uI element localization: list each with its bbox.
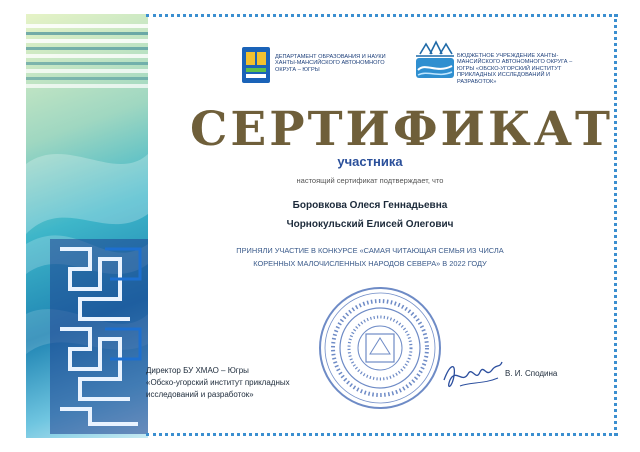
stripe-decoration: [26, 22, 148, 92]
signer-name: В. И. Сподина: [505, 369, 558, 378]
department-logo-text: ДЕПАРТАМЕНТ ОБРАЗОВАНИЯ И НАУКИ ХАНТЫ-МАНСИЙСКОГО АВТОНОМНОГО ОКРУГА – ЮГРЫ: [275, 54, 386, 73]
certificate-title: СЕРТИФИКАТ: [190, 102, 613, 157]
certificate-subtitle: участника: [337, 154, 403, 169]
director-title: [146, 365, 321, 401]
contest-description: КОРЕННЫХ МАЛОЧИСЛЕННЫХ НАРОДОВ СЕВЕРА» В 2022 ГОДУ: [253, 259, 487, 268]
official-stamp: [316, 284, 444, 412]
contest-description: ПРИНЯЛИ УЧАСТИЕ В КОНКУРСЕ «САМАЯ ЧИТАЮЩАЯ СЕМЬЯ ИЗ ЧИСЛА: [236, 246, 504, 255]
book-emblem-icon: [241, 46, 271, 84]
border-bottom: [146, 433, 618, 436]
director-line: «Обско-угорский институт прикладных: [146, 378, 290, 387]
director-line: исследований и разработок»: [146, 390, 254, 399]
border-top: [146, 14, 618, 17]
institute-emblem-icon: [412, 40, 456, 82]
confirmation-text: настоящий сертификат подтверждает, что: [296, 176, 444, 185]
director-line: Директор БУ ХМАО – Югры: [146, 366, 249, 375]
border-right: [614, 14, 617, 436]
participant-name: Боровкова Олеся Геннадьевна: [292, 200, 448, 211]
ornament-pattern: [50, 239, 148, 434]
handwritten-signature: [440, 354, 506, 394]
participant-name: Чорнокульский Елисей Олегович: [286, 219, 454, 230]
institute-logo-text: БЮДЖЕТНОЕ УЧРЕЖДЕНИЕ ХАНТЫ-МАНСИЙСКОГО АВТОНОМНОГО ОКРУГА – ЮГРЫ «ОБСКО-УГОРСКИЙ ИНСТИТУТ ПРИКЛАДНЫХ ИССЛЕДОВАНИЙ И РАЗРАБОТОК»: [457, 53, 573, 85]
decorative-side-panel: [26, 14, 148, 438]
